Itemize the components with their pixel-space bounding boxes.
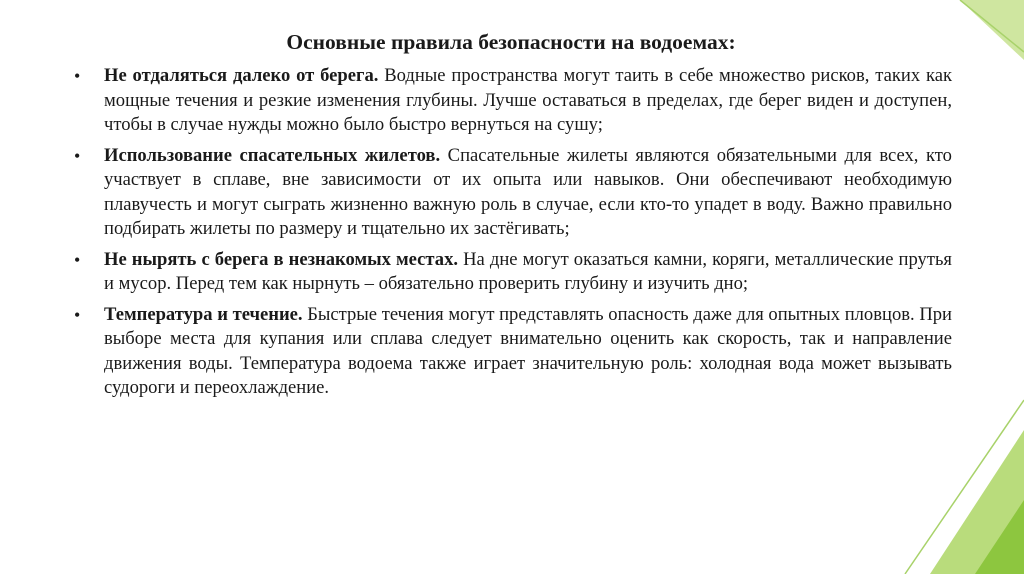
rule-text: Быстрые течения могут представлять опасность даже для опытных пловцов. При выборе места для купания или сплава следует внимательно оценить как скорость, так и направление движения воды. Температура водоема также играет значительную роль: холодная вода может вызывать судороги и переохлаждение. <box>104 303 953 398</box>
list-item <box>70 144 952 242</box>
bullet-icon: • <box>74 66 81 86</box>
rule-text: Водные пространства могут таить в себе множество рисков, таких как мощные течения и резкие изменения глубины. Лучше оставаться в пределах, где берег виден и доступен, чтобы в случае нужды можно было быстро вернуться на сушу; <box>104 65 952 135</box>
rule-heading: Не нырять с берега в незнакомых местах. <box>104 248 459 270</box>
list-item <box>70 64 952 138</box>
green-line-bottom-thin <box>905 400 1024 574</box>
list-item <box>70 248 952 297</box>
rule-heading: Не отдаляться далеко от берега. <box>104 65 379 86</box>
green-stripe-light <box>960 0 1024 60</box>
green-line-thin <box>960 0 1024 52</box>
list-item <box>70 303 952 401</box>
bullet-icon: • <box>74 249 81 270</box>
rule-text: На дне могут оказаться камни, коряги, металлические прутья и мусор. Перед тем как нырнуть – обязательно проверить глубину и изучить дно; <box>104 248 952 294</box>
green-stripe-bottom-light <box>930 430 1024 574</box>
slide-title: Основные правила безопасности на водоемах: <box>286 30 736 54</box>
slide-content <box>70 28 952 407</box>
bullet-icon: • <box>74 145 81 166</box>
rules-list <box>70 64 952 401</box>
green-stripe-bottom-dark <box>975 500 1024 574</box>
rule-heading: Использование спасательных жилетов. <box>104 144 441 166</box>
rule-text: Спасательные жилеты являются обязательными для всех, кто участвует в сплаве, вне зависимости от их опыта или навыков. Они обеспечивают необходимую плавучесть и могут сыграть жизненно важную роль в случае, если кто-то упадет в воду. Важно правильно подбирать жилеты по размеру и тщательно их застёгивать; <box>104 144 952 239</box>
bullet-icon: • <box>74 304 81 325</box>
rule-heading: Температура и течение. <box>104 303 303 325</box>
